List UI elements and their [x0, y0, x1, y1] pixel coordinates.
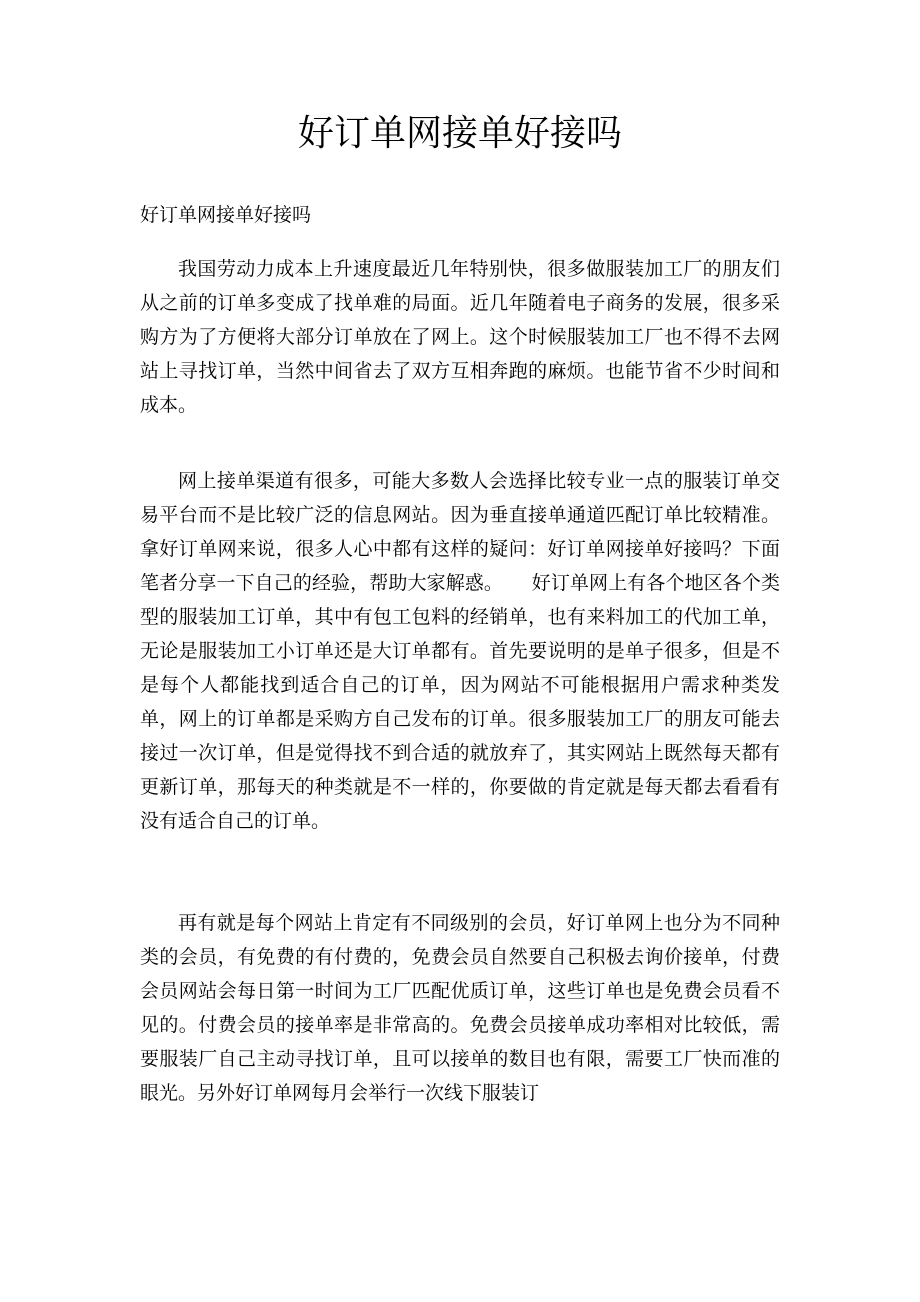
- document-title: 好订单网接单好接吗: [297, 113, 622, 154]
- document-subtitle: 好订单网接单好接吗: [140, 204, 312, 226]
- paragraph-3: 再有就是每个网站上肯定有不同级别的会员，好订单网上也分为不同种类的会员，有免费的有付费的，免费会员自然要自己积极去询价接单，付费会员网站会每日第一时间为工厂匹配优质订单，这些订单也是免费会员看不见的。付费会员的接单率是非常高的。免费会员接单成功率相对比较低，需要服装厂自己主动寻找订单，且可以接单的数目也有限，需要工厂快而准的眼光。另外好订单网每月会举行一次线下服装订: [140, 912, 780, 1104]
- paragraph-2: 网上接单渠道有很多，可能大多数人会选择比较专业一点的服装订单交易平台而不是比较广泛的信息网站。因为垂直接单通道匹配订单比较精准。拿好订单网来说，很多人心中都有这样的疑问：好订单网接单好接吗？下面笔者分享一下自己的经验，帮助大家解惑。 好订单网上有各个地区各个类型的服装加工订单，其中有包工包料的经销单，也有来料加工的代加工单，无论是服装加工小订单还是大订单都有。首先要说明的是单子很多，但是不是每个人都能找到适合自己的订单，因为网站不可能根据用户需求种类发单，网上的订单都是采购方自己发布的订单。很多服装加工厂的朋友可能去接过一次订单，但是觉得找不到合适的就放弃了，其实网站上既然每天都有更新订单，那每天的种类就是不一样的，你要做的肯定就是每天都去看看有没有适合自己的订单。: [140, 470, 780, 832]
- paragraph-1: 我国劳动力成本上升速度最近几年特别快，很多做服装加工厂的朋友们从之前的订单多变成了找单难的局面。近几年随着电子商务的发展，很多采购方为了方便将大部分订单放在了网上。这个时候服装加工厂也不得不去网站上寻找订单，当然中间省去了双方互相奔跑的麻烦。也能节省不少时间和成本。: [140, 258, 780, 416]
